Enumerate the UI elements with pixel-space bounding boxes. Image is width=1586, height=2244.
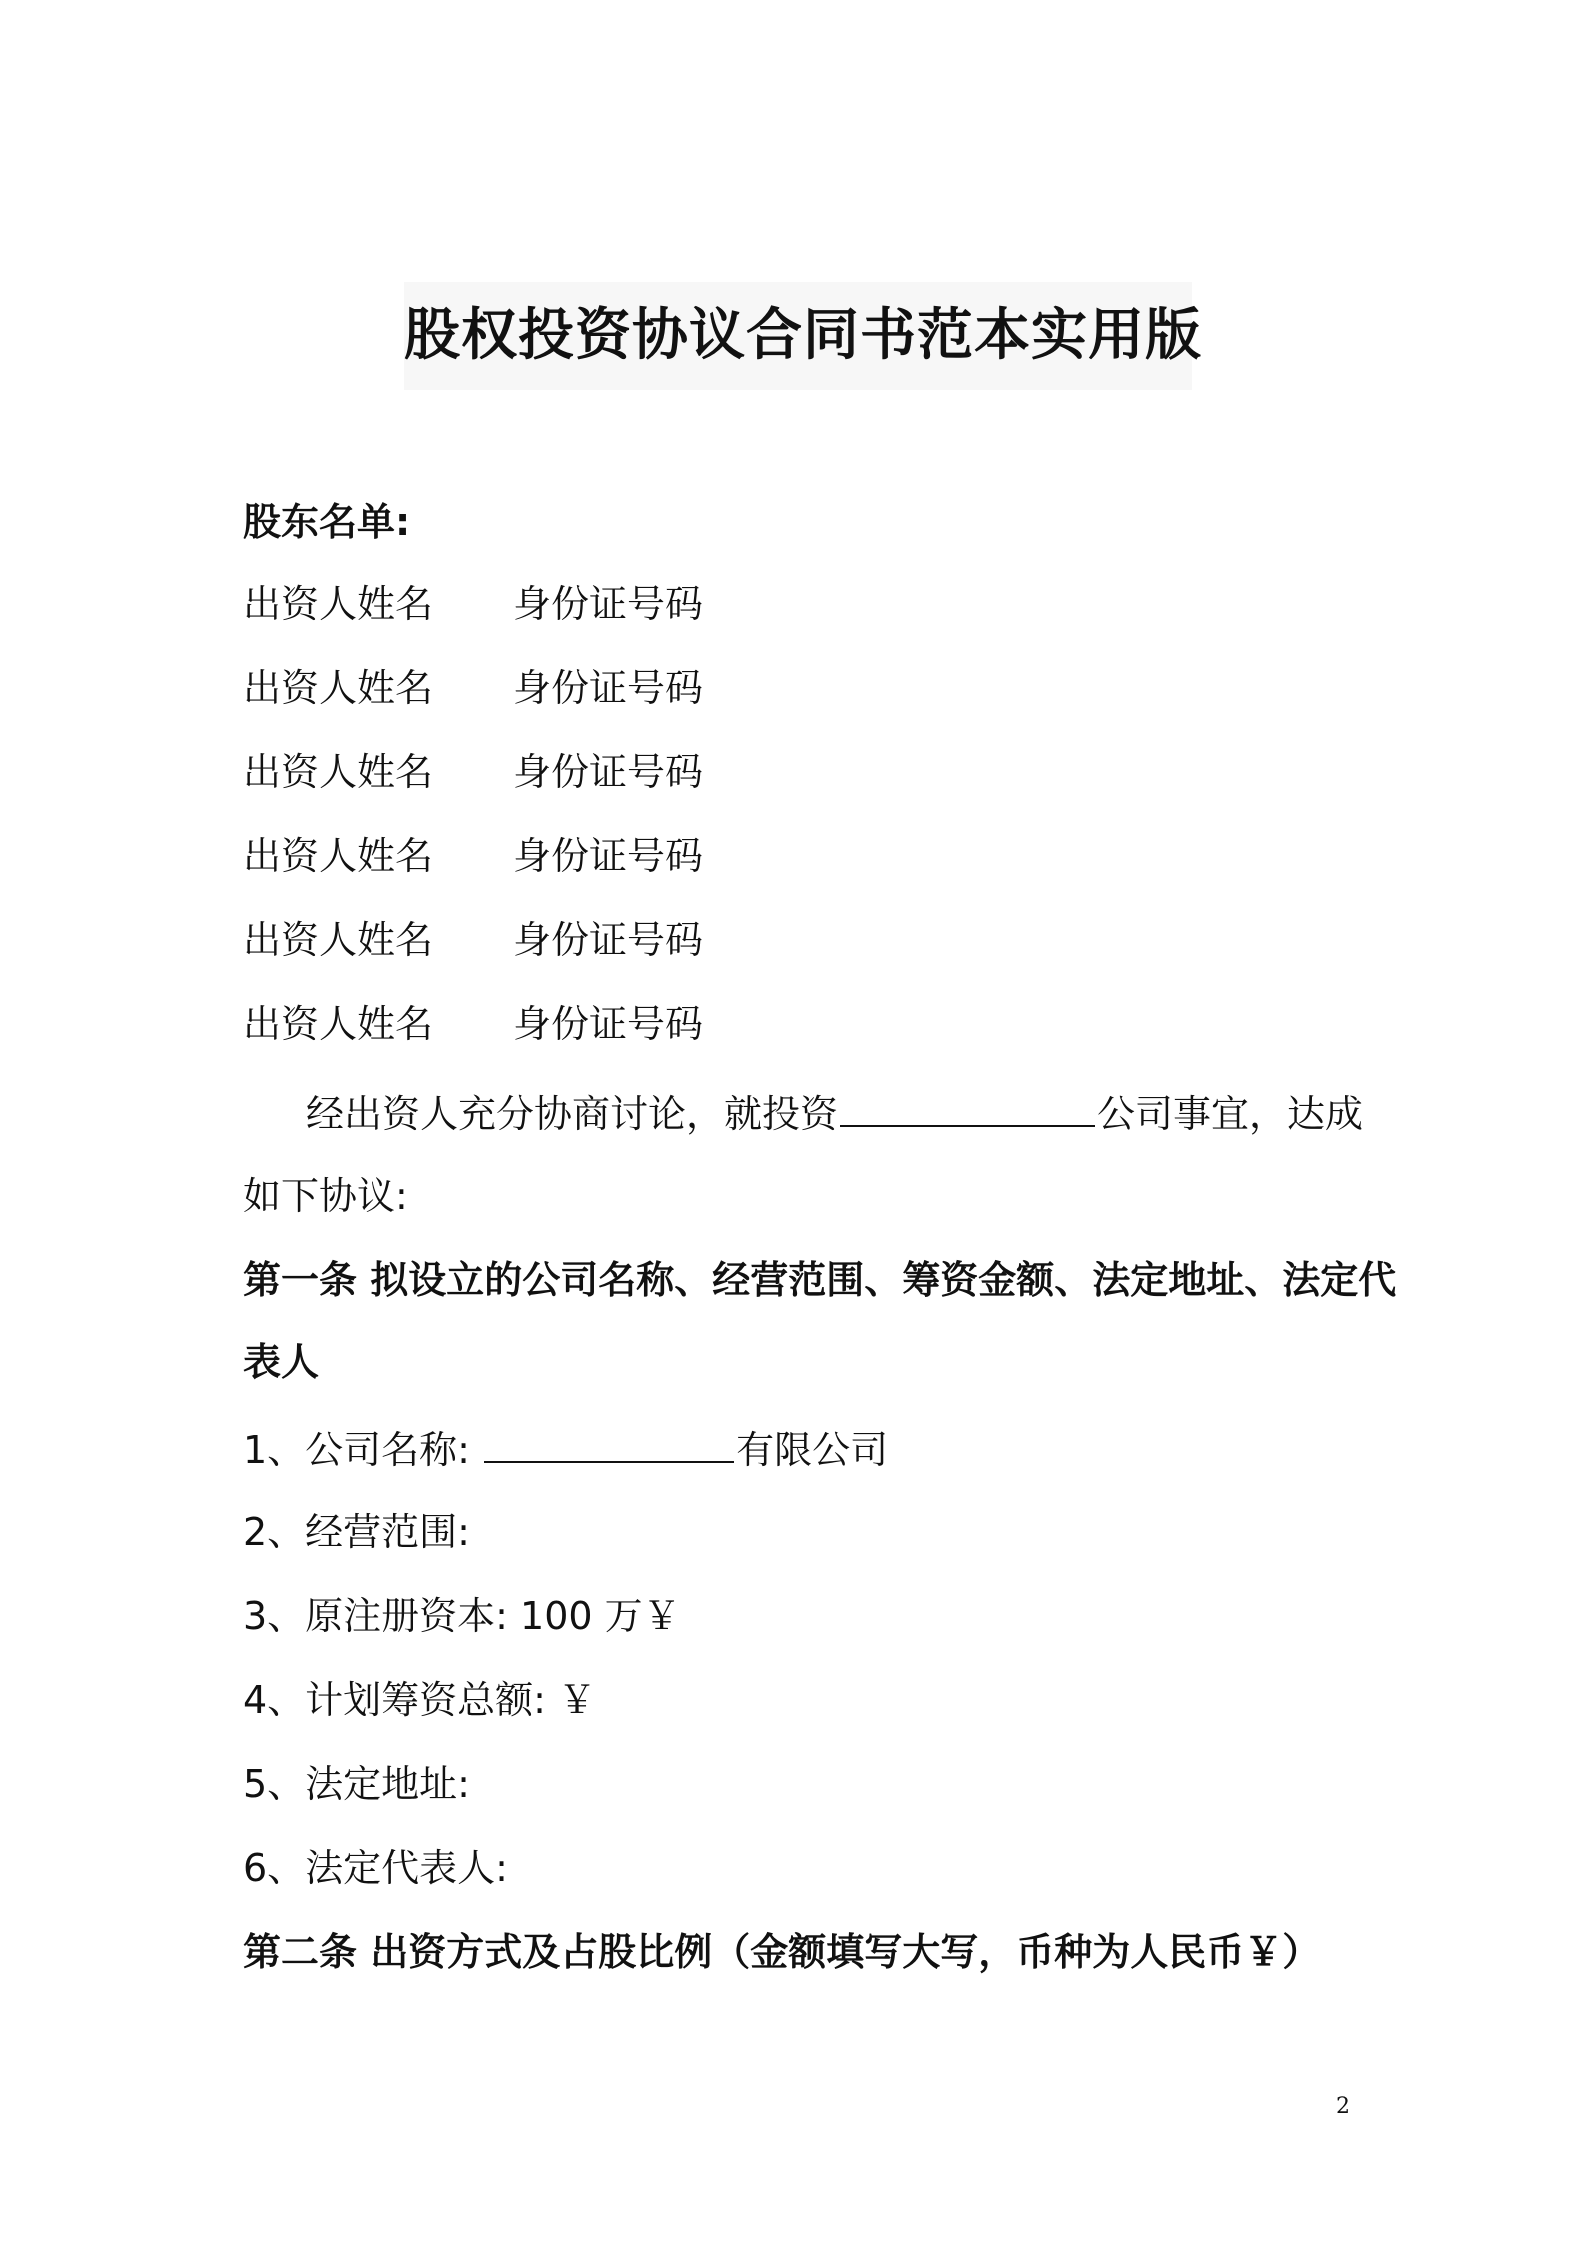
shareholder-row: [243, 746, 703, 798]
article2-heading: 第二条 出资方式及占股比例（金额填写大写，币种为人民币￥）: [243, 1930, 1321, 1974]
intro-text-part1: 经出资人充分协商讨论，就投资: [306, 1092, 839, 1136]
company-name-suffix: 有限公司: [736, 1428, 889, 1472]
id-number-label: 身份证号码: [513, 666, 704, 710]
company-blank: [840, 1091, 1095, 1127]
shareholder-row: [243, 914, 703, 966]
company-name-label: 1、公司名称:: [243, 1428, 470, 1472]
shareholders-heading: 股东名单:: [243, 500, 411, 544]
investor-name-label: 出资人姓名: [243, 1002, 434, 1046]
investor-name-label: 出资人姓名: [243, 582, 434, 626]
investor-name-label: 出资人姓名: [243, 666, 434, 710]
article1-item-legal-address: 5、法定地址:: [243, 1762, 470, 1806]
id-number-label: 身份证号码: [513, 1002, 704, 1046]
id-number-label: 身份证号码: [513, 750, 704, 794]
intro-paragraph-line2: 如下协议:: [243, 1174, 408, 1218]
id-number-label: 身份证号码: [513, 834, 704, 878]
id-number-label: 身份证号码: [513, 918, 704, 962]
article1-item-legal-representative: 6、法定代表人:: [243, 1846, 508, 1890]
document-title: 股权投资协议合同书范本实用版: [404, 282, 1192, 390]
investor-name-label: 出资人姓名: [243, 918, 434, 962]
page-number: 2: [1336, 2094, 1350, 2119]
article1-item-planned-funding: 4、计划筹资总额: ￥: [243, 1678, 597, 1722]
investor-name-label: 出资人姓名: [243, 834, 434, 878]
shareholder-row: [243, 662, 703, 714]
intro-text-part2: 公司事宜，达成: [1097, 1092, 1364, 1136]
investor-name-label: 出资人姓名: [243, 750, 434, 794]
company-name-blank: [484, 1427, 734, 1463]
article1-heading-line1: 第一条 拟设立的公司名称、经营范围、筹资金额、法定地址、法定代: [243, 1258, 1397, 1302]
shareholder-row: [243, 578, 703, 630]
article1-item-registered-capital: 3、原注册资本: 100 万￥: [243, 1594, 681, 1638]
intro-paragraph-line1: [306, 1088, 1363, 1140]
article1-item-business-scope: 2、经营范围:: [243, 1510, 470, 1554]
article1-heading-line2: 表人: [243, 1340, 320, 1384]
id-number-label: 身份证号码: [513, 582, 704, 626]
shareholder-row: [243, 830, 703, 882]
article1-item-company-name: [243, 1424, 888, 1476]
shareholder-row: [243, 998, 703, 1050]
